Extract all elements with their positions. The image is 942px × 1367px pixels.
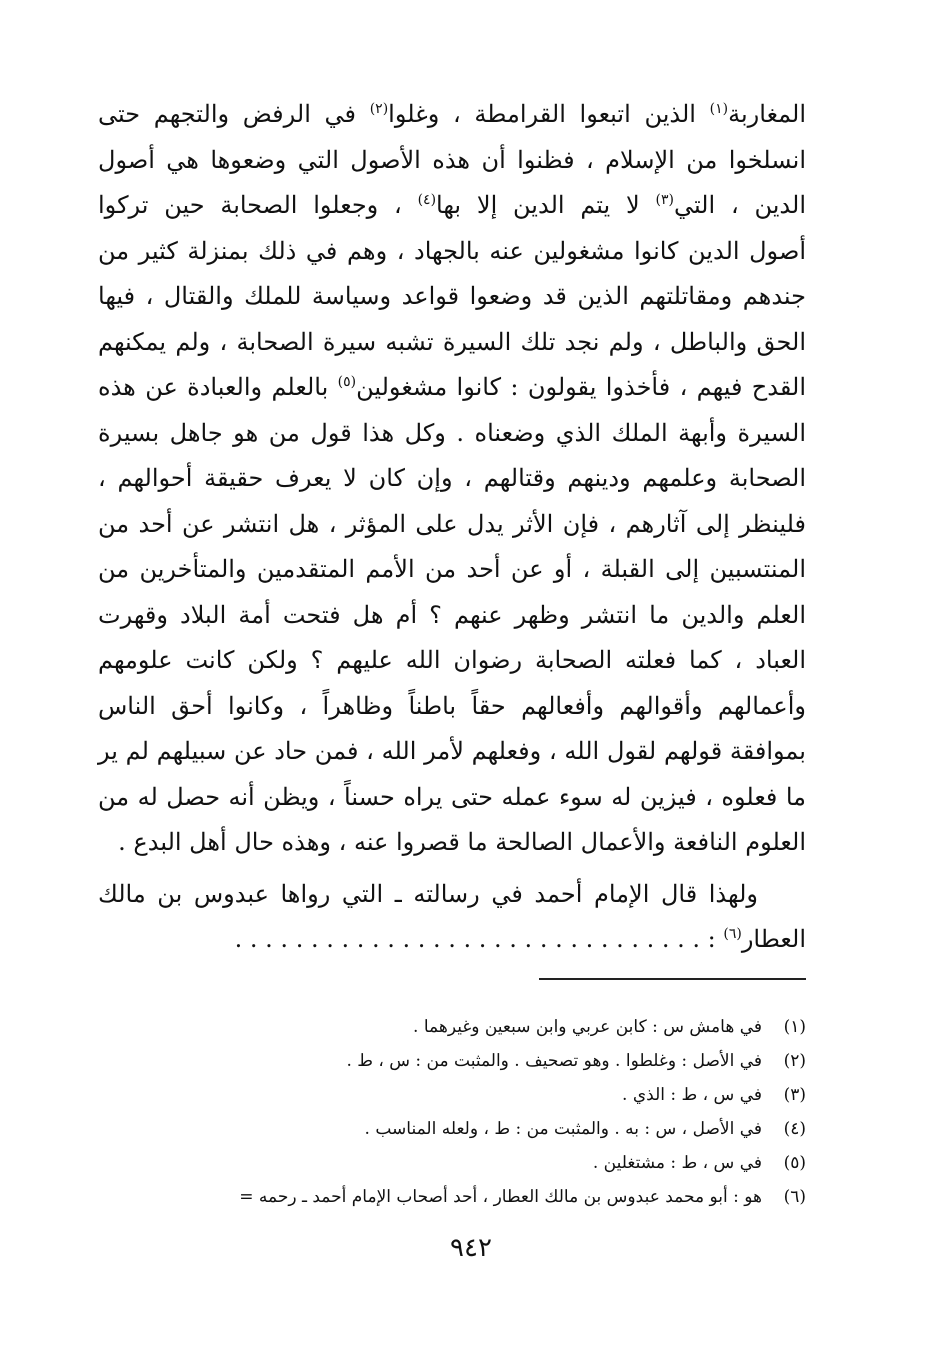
footnote-text: في الأصل ، س : به . والمثبت من : ط ، ولعله المناسب . — [364, 1119, 762, 1139]
text-segment: الدين ، التي — [673, 191, 806, 219]
text-segment: لا يتم الدين إلا بها — [436, 191, 656, 219]
text-line — [98, 820, 806, 866]
footnote — [106, 1112, 806, 1146]
footnote-ref[interactable]: (٤) — [417, 192, 437, 208]
text-line — [98, 92, 806, 138]
text-line — [98, 320, 806, 366]
text-segment: ، وجعلوا الصحابة حين تركوا — [98, 191, 418, 219]
footnote-ref[interactable]: (٦) — [723, 926, 742, 942]
ellipsis-dots: . . . . . . . . . . . . . . . . . . . . . . . . . . . . . . . — [234, 925, 701, 953]
paragraph-2-line-1: ولهذا قال الإمام أحمد في رسالته ـ التي رواها عبدوس بن مالك — [98, 879, 758, 908]
text-line — [98, 638, 806, 684]
colon: : — [700, 925, 724, 953]
footnote-number: (٥) — [783, 1153, 806, 1173]
footnote-ref[interactable]: (١) — [709, 101, 729, 117]
text-segment: بالعلم والعبادة عن هذه — [98, 373, 338, 401]
footnote-text: في الأصل : وغلطوا . وهو تصحيف . والمثبت من : س ، ط . — [346, 1051, 762, 1071]
text-line — [98, 684, 806, 730]
footnote-number: (١) — [783, 1017, 806, 1037]
text-segment: بموافقة قولهم لقول الله ، وفعلهم لأمر الله ، فمن حاد عن سبيلهم لم ير — [98, 737, 806, 765]
text-line — [98, 729, 806, 775]
text-segment: الحق والباطل ، ولم نجد تلك السيرة تشبه سيرة الصحابة ، ولم يمكنهم — [98, 327, 806, 356]
footnote-ref[interactable]: (٥) — [337, 374, 357, 390]
text-line — [98, 411, 806, 457]
paragraph-2 — [98, 872, 806, 963]
page-number: ٩٤٢ — [450, 1233, 492, 1263]
text-segment: العباد ، كما فعلته الصحابة رضوان الله عليهم ؟ ولكن كانت علومهم — [98, 646, 806, 674]
footnotes — [106, 1010, 806, 1214]
footnote — [106, 1180, 806, 1214]
footnote-number: (٣) — [783, 1085, 806, 1105]
paragraph-1 — [98, 92, 806, 866]
footnote-text: في س ، ط : مشتغلين . — [592, 1153, 762, 1173]
footnote-separator — [539, 978, 806, 980]
text-line — [98, 456, 806, 502]
footnote — [106, 1044, 806, 1078]
text-segment: في الرفض والتجهم حتى — [98, 100, 370, 128]
text-segment: السيرة وأبهة الملك الذي وضعناه . وكل هذا قول من هو جاهل بسيرة — [98, 418, 806, 447]
text-segment: انسلخوا من الإسلام ، فظنوا أن هذه الأصول التي وضعوها هي أصول — [98, 145, 806, 174]
footnote-ref[interactable]: (٢) — [369, 101, 389, 117]
footnote-ref[interactable]: (٣) — [655, 192, 674, 208]
footnote-text: في س ، ط : الذي . — [622, 1085, 762, 1105]
text-segment: القدح فيهم ، فأخذوا يقولون : كانوا مشغولين — [356, 373, 807, 401]
text-segment: وأعمالهم وأقوالهم وأفعالهم حقاً باطناً وظاهراً ، وكانوا أحق الناس — [98, 691, 806, 720]
text-segment: فلينظر إلى آثارهم ، فإن الأثر يدل على المؤثر ، هل انتشر عن أحد من — [98, 509, 806, 538]
text-segment: جندهم ومقاتلتهم الذين قد وضعوا قواعد وسياسة للملك والقتال ، فيها — [98, 282, 806, 310]
text-segment: العلم والدين ما انتشر وظهر عنهم ؟ أم هل فتحت أمة البلاد وقهرت — [98, 600, 806, 629]
text-line — [98, 547, 806, 593]
text-segment: ما فعلوه ، فيزين له سوء عمله حتى يراه حسناً ، ويظن أنه حصل له من — [98, 782, 806, 811]
footnote-text: هو : أبو محمد عبدوس بن مالك العطار ، أحد أصحاب الإمام أحمد ـ رحمه = — [239, 1187, 762, 1207]
text-line — [98, 138, 806, 184]
paragraph-2-line-2 — [98, 917, 806, 963]
text-segment: المنتسبين إلى القبلة ، أو عن أحد من الأمم المتقدمين والمتأخرين من — [98, 555, 806, 583]
text-line — [98, 593, 806, 639]
text-segment: العلوم النافعة والأعمال الصالحة ما قصروا عنه ، وهذه حال أهل البدع . — [118, 828, 806, 856]
footnote — [106, 1010, 806, 1044]
footnote — [106, 1146, 806, 1180]
footnote-number: (٤) — [783, 1119, 806, 1139]
main-text — [98, 92, 806, 963]
text-line — [98, 183, 806, 229]
text-segment: أصول الدين كانوا مشغولين عنه بالجهاد ، وهم في ذلك بمنزلة كثير من — [98, 236, 806, 265]
text-segment: الصحابة وعلمهم ودينهم وقتالهم ، وإن كان لا يعرف حقيقة أحوالهم ، — [98, 464, 806, 492]
footnote-number: (٦) — [783, 1187, 806, 1207]
text-segment: الذين اتبعوا القرامطة ، وغلوا — [388, 100, 710, 128]
text-line — [98, 775, 806, 821]
footnote-number: (٢) — [783, 1051, 806, 1071]
text-line — [98, 365, 806, 411]
paragraph-2-word: العطار — [741, 925, 806, 953]
footnote-text: في هامش س : كابن عربي وابن سبعين وغيرهما . — [413, 1017, 762, 1037]
footnote — [106, 1078, 806, 1112]
text-line — [98, 274, 806, 320]
text-line — [98, 502, 806, 548]
text-line — [98, 229, 806, 275]
text-segment: المغاربة — [728, 100, 807, 128]
